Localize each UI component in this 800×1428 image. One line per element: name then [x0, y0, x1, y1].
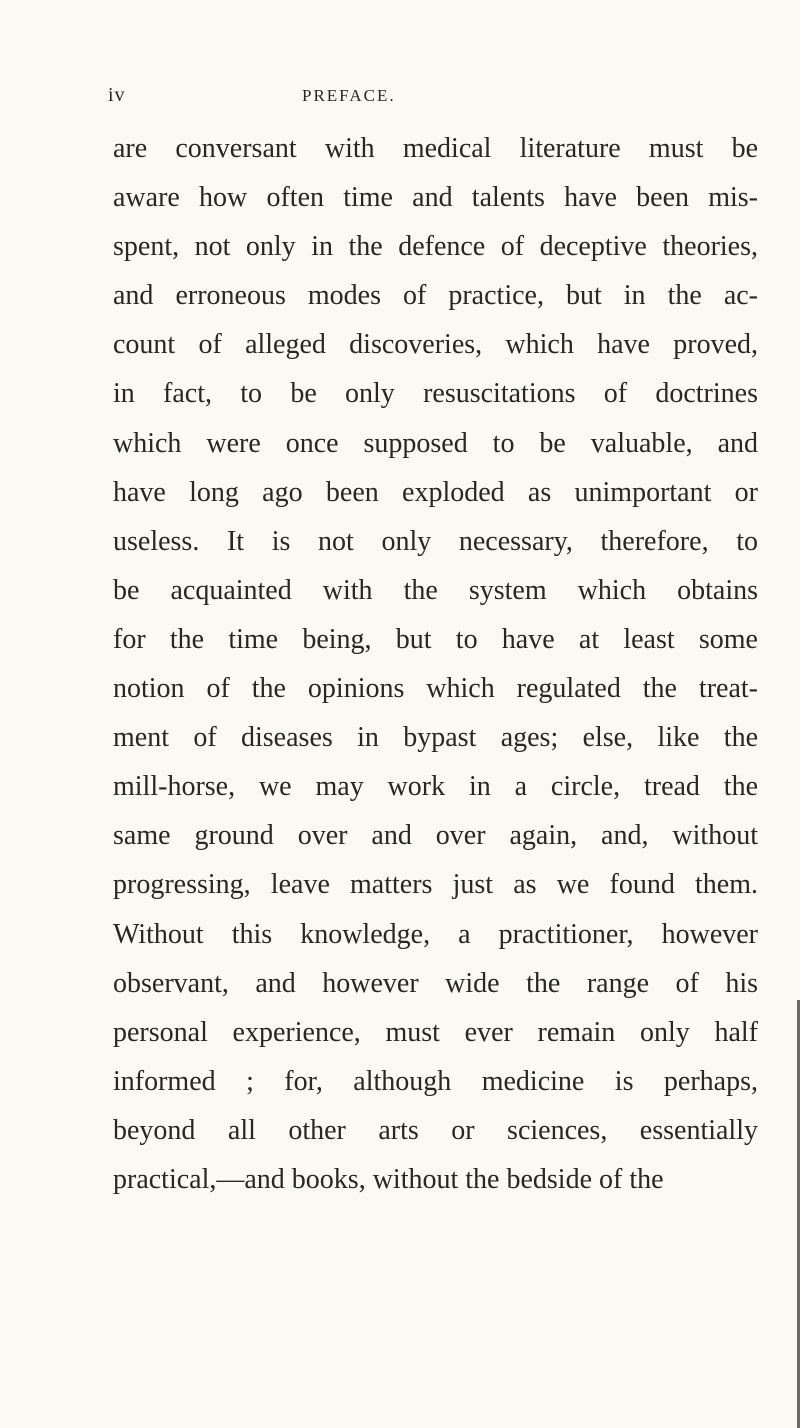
text-line: Without this knowledge, a practitioner, however	[113, 918, 758, 950]
body-text	[113, 124, 758, 1204]
text-line: notion of the opinions which regulated the treat-	[113, 673, 758, 705]
text-line: mill-horse, we may work in a circle, tread the	[113, 771, 758, 803]
text-line: progressing, leave matters just as we found them.	[113, 869, 758, 901]
text-line: count of alleged discoveries, which have proved,	[113, 329, 758, 361]
text-line: have long ago been exploded as unimportant or	[113, 476, 758, 508]
text-line: informed ; for, although medicine is perhaps,	[113, 1065, 758, 1097]
text-line: aware how often time and talents have been mis-	[113, 182, 758, 214]
text-line: observant, and however wide the range of his	[113, 967, 758, 999]
text-line: personal experience, must ever remain only half	[113, 1016, 758, 1048]
text-line: for the time being, but to have at least some	[113, 623, 758, 655]
text-line: and erroneous modes of practice, but in the ac-	[113, 280, 758, 312]
text-line: are conversant with medical literature must be	[113, 133, 758, 164]
page-number: iv	[108, 84, 126, 106]
running-head: PREFACE.	[302, 86, 396, 105]
text-line: spent, not only in the defence of deceptive theories,	[113, 231, 758, 263]
text-line: practical,—and books, without the bedside of the	[113, 1163, 664, 1195]
text-line: in fact, to be only resuscitations of doctrines	[113, 378, 758, 410]
text-line: ment of diseases in bypast ages; else, like the	[113, 722, 758, 754]
text-line: which were once supposed to be valuable, and	[113, 427, 758, 459]
page-header	[108, 84, 760, 108]
text-line: beyond all other arts or sciences, essentially	[113, 1114, 758, 1146]
text-line: same ground over and over again, and, without	[113, 820, 758, 852]
text-line: useless. It is not only necessary, therefore, to	[113, 525, 758, 557]
text-line: be acquainted with the system which obtains	[113, 574, 758, 606]
